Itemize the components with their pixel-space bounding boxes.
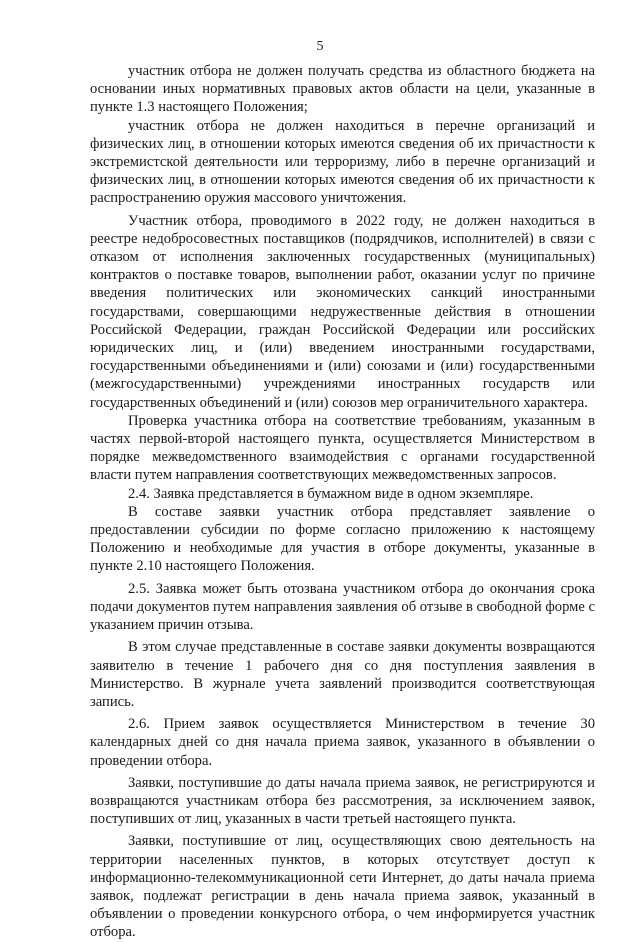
- paragraph-11: Заявки, поступившие от лиц, осуществляющих свою деятельность на территории населенных пунктов, в которых отсутствует доступ к информационно-телекоммуникационной сети Интернет, до даты начала приема заявок, подлежат регистрации в день начала приема заявок, указанный в объявлении о проведении конкурсного отбора, о чем информируется участник отбора.: [90, 833, 595, 941]
- paragraph-9: 2.6. Прием заявок осуществляется Министерством в течение 30 календарных дней со дня начала приема заявок, указанного в объявлении о проведении отбора.: [90, 716, 595, 769]
- page-number: 5: [316, 39, 324, 54]
- paragraph-7: 2.5. Заявка может быть отозвана участником отбора до окончания срока подачи документов путем направления заявления об отзыве в свободной форме с указанием причин отзыва.: [90, 580, 596, 634]
- paragraph-1: участник отбора не должен получать средства из областного бюджета на основании иных нормативных правовых актов области на цели, указанные в пункте 1.3 настоящего Положения;: [90, 63, 595, 116]
- paragraph-6: В составе заявки участник отбора представляет заявление о предоставлении субсидии по форме согласно приложению к настоящему Положению и необходимые для участия в отборе документы, указанные в пункте 2.10 настоящего Положения.: [90, 503, 595, 575]
- paragraph-5: 2.4. Заявка представляется в бумажном виде в одном экземпляре.: [128, 485, 534, 502]
- paragraph-3: Участник отбора, проводимого в 2022 году, не должен находиться в реестре недобросовестных поставщиков (подрядчиков, исполнителей) в связи с отказом от исполнения заключенных государственных (муниципальных) контрактов о поставке товаров, выполнении работ, оказании услуг по причине введения политических или экономических санкций иностранными государствами, совершающими недружественные действия в отношении Российской Федерации, граждан Российской Федерации или российских юридических лиц, и (или) введением иностранными государствами, государственными объединениями и (или) союзами и (или) государственными (межгосударственными) учреждениями иностранных государств или государственных объединений и (или) союзов мер ограничительного характера.: [90, 212, 595, 411]
- document-body: [90, 62, 595, 942]
- paragraph-8: В этом случае представленные в составе заявки документы возвращаются заявителю в течение 1 рабочего дня со дня поступления заявления в Министерство. В журнале учета заявлений производится соответствующая запись.: [90, 639, 595, 710]
- paragraph-10: Заявки, поступившие до даты начала приема заявок, не регистрируются и возвращаются участникам отбора без рассмотрения, за исключением заявок, поступивших от лиц, указанных в части третьей настоящего пункта.: [90, 774, 595, 828]
- paragraph-4: Проверка участника отбора на соответствие требованиям, указанным в частях первой-второй настоящего пункта, осуществляется Министерством в порядке межведомственного взаимодействия с органами государственной власти путем направления соответствующих межведомственных запросов.: [90, 412, 595, 484]
- paragraph-2: участник отбора не должен находиться в перечне организаций и физических лиц, в отношении которых имеются сведения об их причастности к экстремистской деятельности или терроризму, либо в перечне организаций и физических лиц, в отношении которых имеются сведения об их причастности к распространению оружия массового уничтожения.: [90, 117, 595, 207]
